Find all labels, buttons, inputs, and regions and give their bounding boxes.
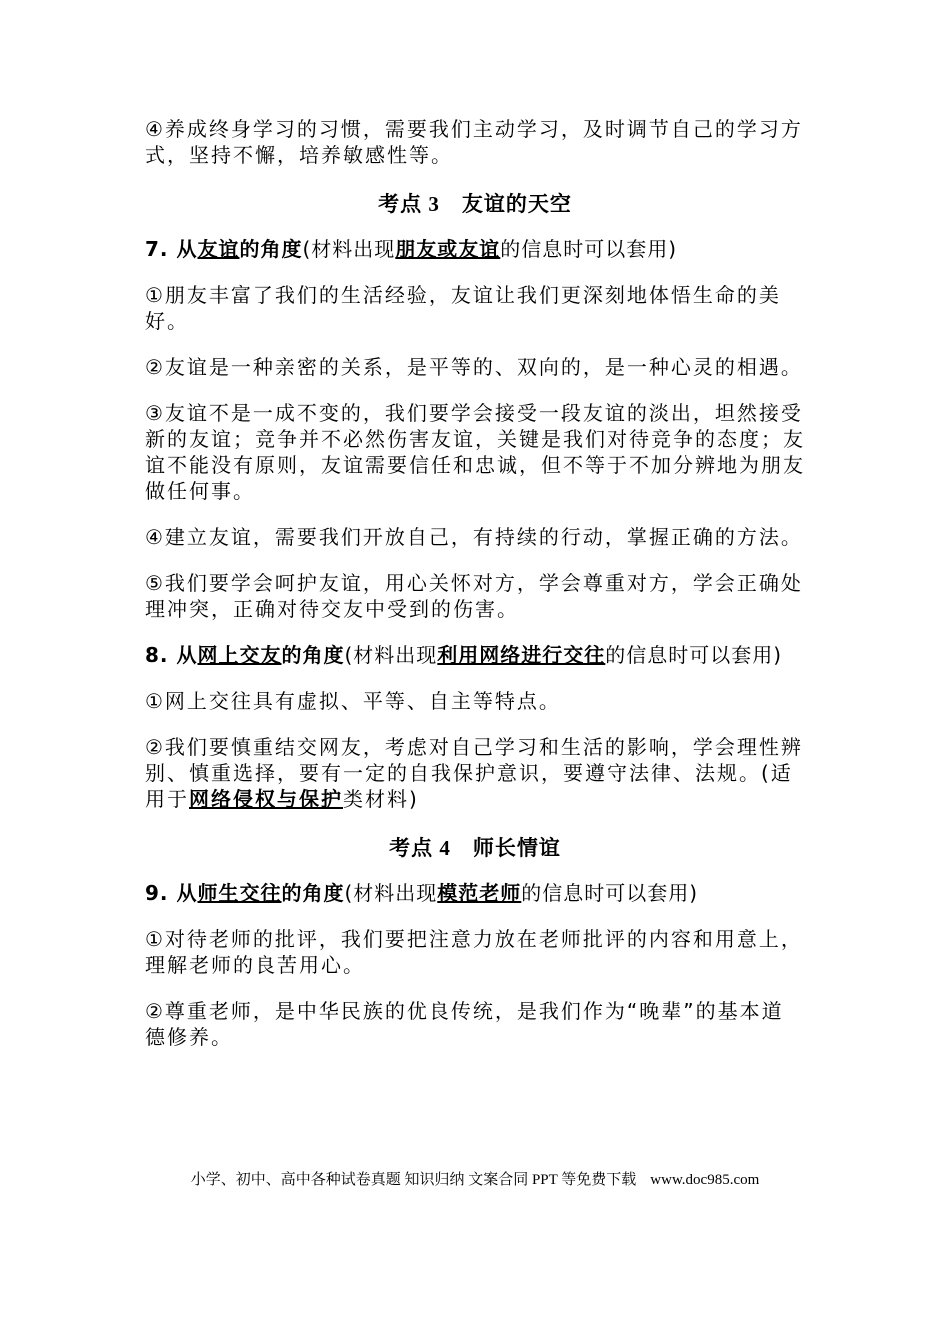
section9-heading xyxy=(145,880,805,906)
topic4-label: 考点 4 xyxy=(389,836,451,860)
topic3-title: 友谊的天空 xyxy=(461,192,572,216)
section8-item-2-text: ②我们要慎重结交网友，考虑对自己学习和生活的影响，学会理性辨别、慎重选择，要有一定的自我保护意识，要遵守法律、法规。(适用于 xyxy=(145,735,803,811)
section9-note-start: (材料出现 xyxy=(344,881,438,905)
section7-angle: 的角度 xyxy=(239,237,303,261)
section8-prefix: 8. 从 xyxy=(145,643,198,667)
section8-heading xyxy=(145,642,805,668)
section9-keyword: 师生交往 xyxy=(197,881,282,905)
section9-item-1: ①对待老师的批评，我们要把注意力放在老师批评的内容和用意上，理解老师的良苦用心。 xyxy=(145,927,803,977)
section8-note-end: 的信息时可以套用) xyxy=(605,643,783,667)
topic4-title: 师长情谊 xyxy=(472,836,561,860)
section8-item-2 xyxy=(145,734,805,812)
section9-trigger: 模范老师 xyxy=(437,881,522,905)
section7-keyword: 友谊 xyxy=(197,237,240,261)
section8-item-1: ①网上交往具有虚拟、平等、自主等特点。 xyxy=(145,689,561,713)
document-body xyxy=(145,116,805,1070)
section8-item-2-end: 类材料) xyxy=(343,787,419,811)
section7-note-end: 的信息时可以套用) xyxy=(500,237,678,261)
section9-note-end: 的信息时可以套用) xyxy=(521,881,699,905)
section8-angle: 的角度 xyxy=(281,643,345,667)
section9-angle: 的角度 xyxy=(281,881,345,905)
section7-item-5: ⑤我们要学会呵护友谊，用心关怀对方，学会尊重对方，学会正确处理冲突，正确对待交友中受到的伤害。 xyxy=(145,571,803,621)
section7-item-4: ④建立友谊，需要我们开放自己，有持续的行动，掌握正确的方法。 xyxy=(145,525,803,549)
section7-item-2: ②友谊是一种亲密的关系，是平等的、双向的，是一种心灵的相遇。 xyxy=(145,355,803,379)
section8-trigger: 利用网络进行交往 xyxy=(437,643,606,667)
paragraph-habit: ④养成终身学习的习惯，需要我们主动学习，及时调节自己的学习方式，坚持不懈，培养敏感性等。 xyxy=(145,117,803,167)
section7-item-1: ①朋友丰富了我们的生活经验，友谊让我们更深刻地体悟生命的美好。 xyxy=(145,283,781,333)
section7-trigger: 朋友或友谊 xyxy=(395,237,501,261)
footer-text: 小学、初中、高中各种试卷真题 知识归纳 文案合同 PPT 等免费下载 xyxy=(190,1172,637,1188)
section7-prefix: 7. 从 xyxy=(145,237,198,261)
footer-url[interactable]: www.doc985.com xyxy=(650,1172,760,1188)
section8-keyword: 网上交友 xyxy=(197,643,282,667)
section9-item-2: ②尊重老师，是中华民族的优良传统，是我们作为“晚辈”的基本道德修养。 xyxy=(145,999,784,1049)
section8-item-2-keyword: 网络侵权与保护 xyxy=(189,787,343,811)
section7-heading xyxy=(145,236,805,262)
section7-item-3: ③友谊不是一成不变的，我们要学会接受一段友谊的淡出，坦然接受新的友谊；竞争并不必然伤害友谊，关键是我们对待竞争的态度；友谊不能没有原则，友谊需要信任和忠诚，但不等于不加分辨地为朋友做任何事。 xyxy=(145,401,805,503)
topic3-label: 考点 3 xyxy=(378,192,440,216)
section8-note-start: (材料出现 xyxy=(344,643,438,667)
topic3-heading xyxy=(145,188,805,218)
topic4-heading xyxy=(145,832,805,862)
section7-note-start: (材料出现 xyxy=(302,237,396,261)
section9-prefix: 9. 从 xyxy=(145,881,198,905)
page-footer xyxy=(0,1168,950,1189)
